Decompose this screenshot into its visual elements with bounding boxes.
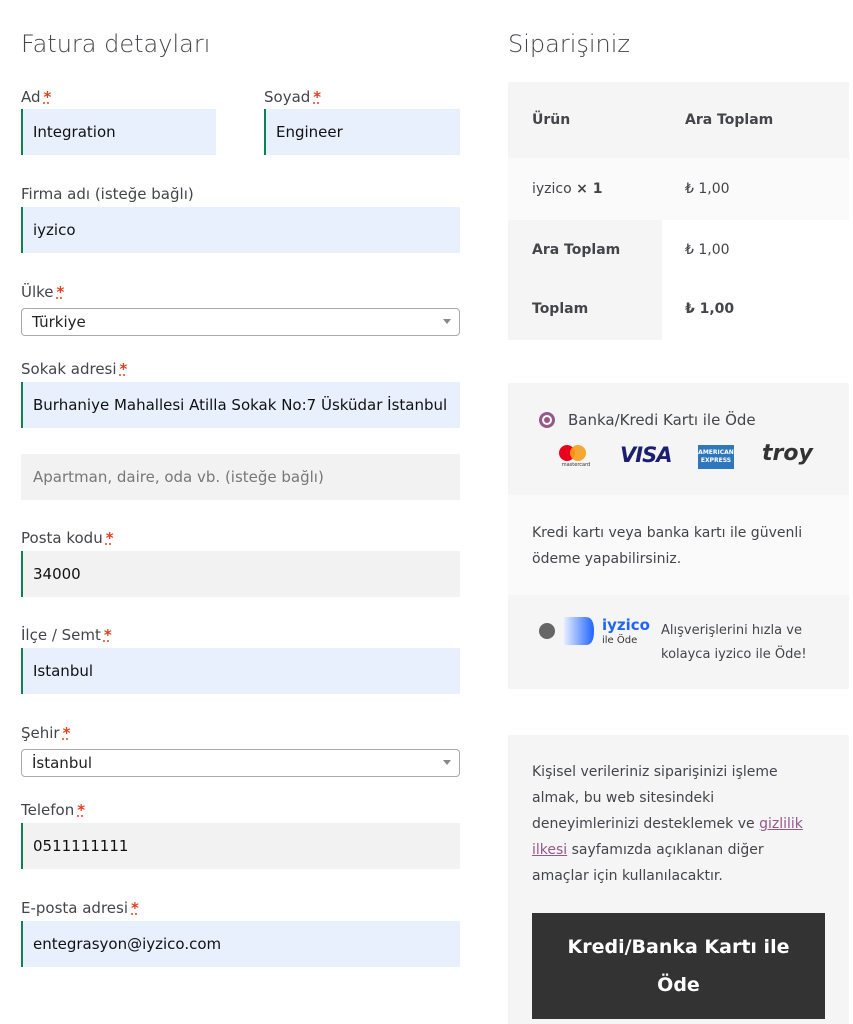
privacy-policy-link[interactable]: gizlilik ilkesi [532, 816, 803, 858]
iyzico-brand: iyzico [602, 616, 650, 634]
place-order-button[interactable]: Kredi/Banka Kartı ile Öde [532, 913, 825, 1019]
mastercard-logo-icon: mastercard [559, 445, 593, 471]
country-value: Türkiye [32, 313, 86, 331]
payment-option-card-description: Kredi kartı veya banka kartı ile güvenli ödeme yapabilirsiniz. [508, 495, 849, 595]
district-input[interactable]: Istanbul [21, 648, 460, 694]
order-title: Siparişiniz [508, 30, 631, 58]
subtotal-label: Ara Toplam [532, 242, 621, 258]
company-input[interactable]: iyzico [21, 207, 460, 253]
radio-selected-icon[interactable] [539, 412, 555, 428]
city-value: İstanbul [32, 754, 93, 772]
chevron-down-icon [443, 760, 451, 765]
billing-title: Fatura detayları [21, 30, 211, 58]
country-label: Ülke * [21, 283, 65, 301]
privacy-box [508, 735, 849, 1024]
last-name-label: Soyad * [264, 88, 322, 106]
payment-option-iyzico[interactable] [508, 595, 849, 689]
col-product: Ürün [532, 112, 571, 128]
company-label: Firma adı (isteğe bağlı) [21, 185, 194, 203]
first-name-label: Ad * [21, 88, 52, 106]
postcode-label: Posta kodu * [21, 529, 114, 547]
col-subtotal: Ara Toplam [685, 112, 774, 128]
item-price: ₺ 1,00 [685, 181, 730, 197]
radio-unselected-icon[interactable] [539, 623, 555, 639]
order-table [508, 82, 849, 340]
street-label: Sokak adresi * [21, 360, 128, 378]
first-name-input[interactable]: Integration [21, 109, 216, 155]
subtotal-value: ₺ 1,00 [685, 242, 730, 258]
email-input[interactable]: entegrasyon@iyzico.com [21, 921, 460, 967]
chevron-down-icon [443, 319, 451, 324]
privacy-text: Kişisel verileriniz siparişinizi işleme almak, bu web sitesindeki deneyimlerinizi desteklemek ve gizlilik ilkesi sayfamızda açıklanan diğer amaçlar için kullanılacaktır. [532, 764, 803, 884]
last-name-input[interactable]: Engineer [264, 109, 460, 155]
order-item-row [508, 158, 849, 220]
district-label: İlçe / Semt * [21, 626, 112, 644]
iyzico-brand-sub: ile Öde [602, 635, 638, 646]
payment-option-card[interactable] [508, 383, 849, 495]
item-qty: × 1 [576, 181, 603, 197]
email-label: E-posta adresi * [21, 899, 139, 917]
order-table-header [508, 82, 849, 158]
street-input[interactable]: Burhaniye Mahallesi Atilla Sokak No:7 Üsküdar İstanbul [21, 382, 460, 428]
total-value: ₺ 1,00 [685, 301, 735, 317]
phone-label: Telefon * [21, 801, 86, 819]
total-label: Toplam [532, 301, 589, 317]
city-select[interactable] [21, 749, 460, 777]
phone-input[interactable]: 0511111111 [21, 823, 460, 869]
iyzico-description: Alışverişlerini hızla ve kolayca iyzico ile Öde! [661, 623, 807, 662]
street2-input[interactable]: Apartman, daire, oda vb. (isteğe bağlı) [21, 454, 460, 500]
country-select[interactable] [21, 308, 460, 336]
visa-logo-icon: VISA [620, 443, 672, 467]
item-name: iyzico × 1 [532, 181, 603, 197]
iyzico-logo-icon [564, 617, 596, 645]
payment-option-card-label: Banka/Kredi Kartı ile Öde [568, 411, 756, 429]
troy-logo-icon: troy [762, 441, 813, 466]
order-totals [508, 220, 849, 340]
city-label: Şehir * [21, 724, 71, 742]
amex-logo-icon: AMERICAN EXPRESS [698, 445, 734, 469]
postcode-input[interactable]: 34000 [21, 551, 460, 597]
